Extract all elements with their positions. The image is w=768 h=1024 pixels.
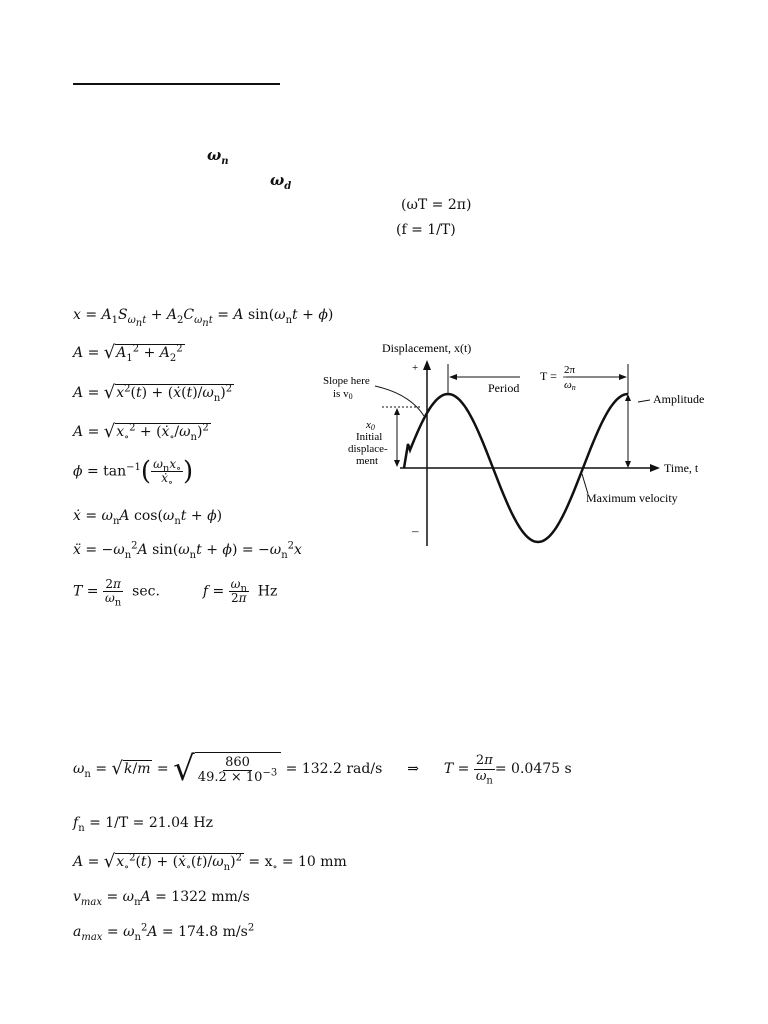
period-formula-numerator: 2π xyxy=(564,364,576,376)
x0-label: x0 xyxy=(366,419,375,432)
period-relation: (ωT = 2π) xyxy=(401,197,472,213)
solution-amplitude: A = √ $x_\circ^2(t)$ + $(ẋ_\circ(t)/\omega_n)^2$ = $x_\circ = 10$ mm xyxy=(73,851,347,873)
eq-acceleration: ẍ = $-\omega_n^2A$ $\sin(\omega_nt + \phi) = -\omega_n^2x$ xyxy=(73,540,302,561)
eq-period-frequency: T = $\frac{2\pi}{\omega_n}$ sec. f = $\frac{\omega_n}{2\pi}$ Hz xyxy=(73,577,278,609)
omega-n-symbol: $\omega_n$ xyxy=(207,146,229,167)
slope-label-line2: is v0 xyxy=(333,388,353,401)
solution-natural-frequency: $f_n = 1/T = 21.04$ Hz xyxy=(73,815,213,834)
plus-sign: + xyxy=(412,362,419,374)
eq-displacement: $x = A_1S_{\omega_nt} + A_2C_{\omega_nt} = A$ $\sin(\omega_nt + \phi)$ xyxy=(73,307,334,329)
period-formula-t: T = xyxy=(540,369,557,383)
slope-leader xyxy=(375,386,424,416)
eq-velocity: ẋ = $\omega_nA$ $\cos(\omega_nt + \phi)$ xyxy=(73,508,223,527)
amplitude-arrowhead-bottom xyxy=(625,461,631,468)
x-axis-label: Time, t xyxy=(664,461,699,475)
solution-vmax: $v_{max} = \omega_nA = 1322$ mm/s xyxy=(73,889,250,908)
initial-displacement-line2: displace- xyxy=(348,443,388,455)
omega-d-symbol: $\omega_d$ xyxy=(270,171,292,192)
frequency-relation: (f = 1/T) xyxy=(396,222,456,238)
period-formula-denominator: ωn xyxy=(564,379,576,392)
initial-displacement-arrowhead-bottom xyxy=(394,460,400,467)
horizontal-axis-arrow xyxy=(650,464,660,472)
y-axis-label: Displacement, x(t) xyxy=(382,341,472,355)
initial-displacement-arrowhead-top xyxy=(394,408,400,415)
minus-sign: – xyxy=(412,523,419,538)
eq-phase: $\phi = \tan^{-1}$( $\frac{\omega_nx_\circ}{ẋ_\circ}$ ) xyxy=(73,456,194,489)
solution-amax: $a_{max} = \omega_n^2A = 174.8$ $m/s^2$ xyxy=(73,922,255,943)
max-velocity-label: Maximum velocity xyxy=(586,491,678,505)
initial-displacement-line3: ment xyxy=(356,455,378,467)
vertical-axis-arrow xyxy=(423,360,431,370)
eq-amplitude-1: A = √ $A_1^2 + A_2^2$ xyxy=(73,342,183,364)
slope-label-line1: Slope here xyxy=(323,375,370,387)
solution-omega-n: $\omega_n$ = √ k/m = √ $\frac{860}{49.2 \times 10^{-3}}$ = 132.2 rad/s ⇒ T = $\frac{2\pi}{\omega_n}$ = 0.0475 s xyxy=(73,749,572,789)
eq-amplitude-2: A = √ $x^2(t)$ + $(ẋ(t)/\omega_n)^2$ xyxy=(73,382,233,404)
initial-displacement-line1: Initial xyxy=(356,431,383,443)
period-arrowhead-left xyxy=(449,374,457,380)
amplitude-label: Amplitude xyxy=(653,392,705,406)
eq-amplitude-3: A = √ $x_\circ^2$ + $(ẋ_\circ/\omega_n)^2$ xyxy=(73,421,209,443)
period-label: Period xyxy=(488,381,520,395)
displacement-figure xyxy=(320,336,720,551)
period-arrowhead-right xyxy=(619,374,627,380)
title-underline xyxy=(73,83,280,85)
amplitude-leader xyxy=(638,400,650,402)
